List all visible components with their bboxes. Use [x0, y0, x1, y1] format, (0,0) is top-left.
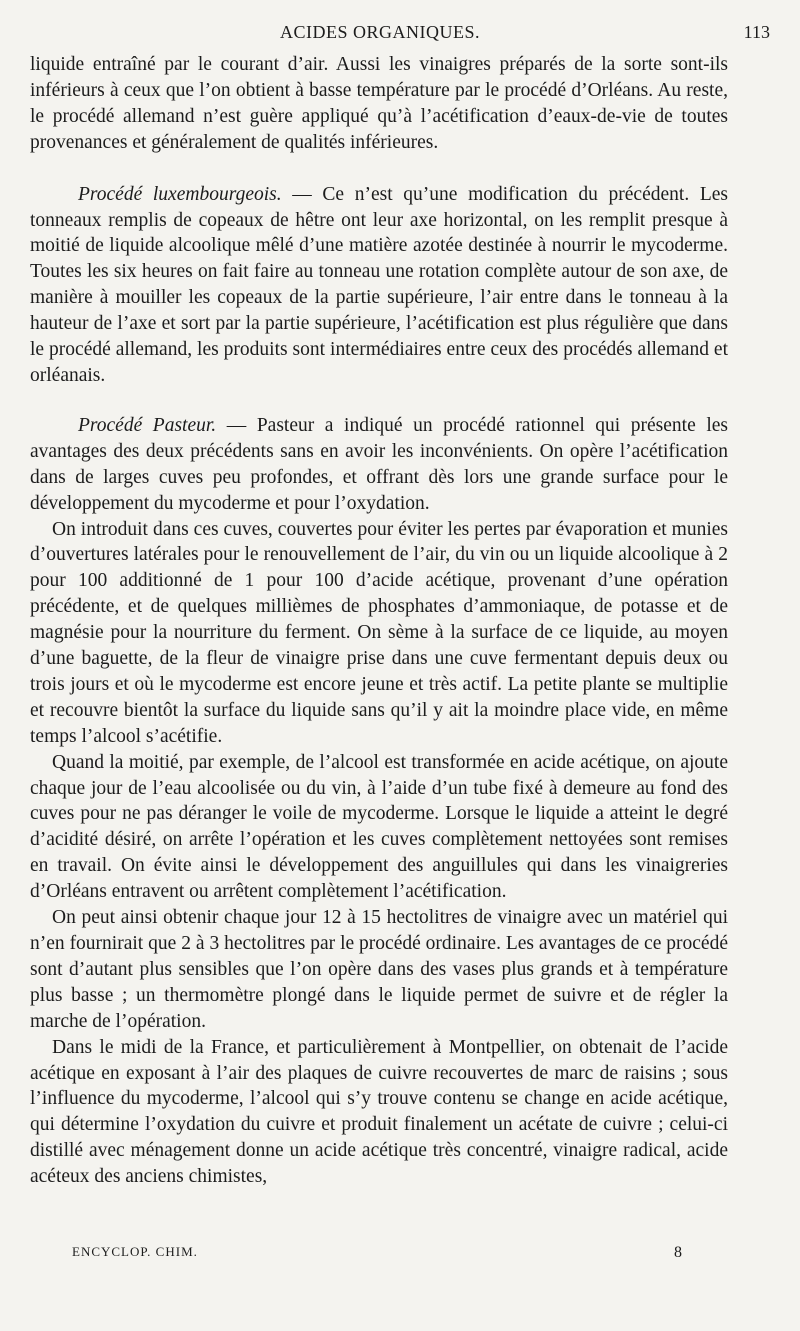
- body-text: [30, 52, 728, 1190]
- section-luxembourgeois: [30, 182, 728, 389]
- paragraph-text: — Pasteur a indiqué un procédé rationnel qui présente les avantages des deux précédents sans en avoir les inconvénients. On opère l’acétification dans de larges cuves peu profondes, et offrant dès lors une grande surface pour le développement du mycoderme et pour l’oxydation.: [30, 414, 728, 514]
- paragraph-continuation: [30, 52, 728, 156]
- section-label: Procédé Pasteur.: [78, 414, 217, 436]
- paragraph-text: On peut ainsi obtenir chaque jour 12 à 15 hectolitres de vinaigre avec un matériel qui n’en fournirait que 2 à 3 hectolitres par le procédé ordinaire. Les avantages de ce procédé sont d’autant plus sensibles que l’on opère dans des vases plus grands et à température plus basse ; un thermomètre plongé dans le liquide permet de suivre et de régler la marche de l’opération.: [30, 907, 728, 1032]
- paragraph-text: Quand la moitié, par exemple, de l’alcool est transformée en acide acétique, on ajoute chaque jour de l’eau alcoolisée ou du vin, à l’aide d’un tube fixé à demeure au fond des cuves pour ne pas déranger le voile de mycoderme. Lorsque le liquide a atteint le degré d’acidité désiré, on arrête l’opération et les cuves complètement nettoyées sont remises en travail. On évite ainsi le développement des anguillules qui dans les vinaigreries d’Orléans entravent ou arrêtent complètement l’acétification.: [30, 751, 728, 903]
- paragraph-text: On introduit dans ces cuves, couvertes pour éviter les pertes par évaporation et munies d’ouvertures latérales pour le renouvellement de l’air, du vin ou un liquide alcoolique à 2 pour 100 additionné de 1 pour 100 d’acide acétique, provenant d’une opération précédente, et de quelques millièmes de phosphates d’ammoniaque, de potasse et de magnésie pour la nourriture du ferment. On sème à la surface de ce liquide, au moyen d’une baguette, de la fleur de vinaigre prise dans une cuve fermentant depuis deux ou trois jours et où le mycoderme est encore jeune et très actif. La petite plante se multiplie et recouvre bientôt la surface du liquide sans qu’il y ait la moindre place vide, en même temps l’alcool s’acétifie.: [30, 518, 728, 747]
- paragraph-text: liquide entraîné par le courant d’air. Aussi les vinaigres préparés de la sorte sont-ils inférieurs à ceux que l’on obtient à basse température par le procédé d’Orléans. Au reste, le procédé allemand n’est guère appliqué qu’à l’acétification d’eaux-de-vie de toutes provenances et généralement de qualités inférieures.: [30, 54, 728, 153]
- signature-mark: ENCYCLOP. CHIM.: [72, 1244, 198, 1259]
- paragraph: [30, 1035, 728, 1190]
- page-header: [30, 22, 770, 48]
- paragraph-text: — Ce n’est qu’une modification du précédent. Les tonneaux remplis de copeaux de hêtre ont leur axe horizontal, on les remplit presque à moitié de liquide alcoolique mêlé d’une matière azotée destinée à nourrir le mycoderme. Toutes les six heures on fait faire au tonneau une rotation complète autour de son axe, de manière à mouiller les copeaux de la partie supérieure, l’air entre dans le tonneau à la hauteur de l’axe et sort par la partie supérieure, l’acétification est plus régulière que dans le procédé allemand, les produits sont intermédiaires entre ceux des procédés allemand et orléanais.: [30, 183, 729, 386]
- section-label: Procédé luxembourgeois.: [78, 183, 282, 205]
- section-pasteur: [30, 413, 728, 517]
- paragraph: [30, 517, 728, 750]
- paragraph-text: Dans le midi de la France, et particulièrement à Montpellier, on obtenait de l’acide acétique en exposant à l’air des plaques de cuivre recouvertes de marc de raisins ; sous l’influence du mycoderme, l’alcool qui s’y trouve contenu se change en acide acétique, qui détermine l’oxydation du cuivre et produit finalement un acétate de cuivre ; celui-ci distillé avec ménagement donne un acide acétique très concentré, vinaigre radical, acide acéteux des anciens chimistes,: [30, 1036, 728, 1188]
- running-title: ACIDES ORGANIQUES.: [279, 22, 480, 42]
- sheet-number: 8: [674, 1244, 682, 1261]
- paragraph: [30, 750, 728, 905]
- page-number: 113: [743, 22, 770, 42]
- page-footer: [72, 1244, 682, 1268]
- paragraph: [30, 905, 728, 1035]
